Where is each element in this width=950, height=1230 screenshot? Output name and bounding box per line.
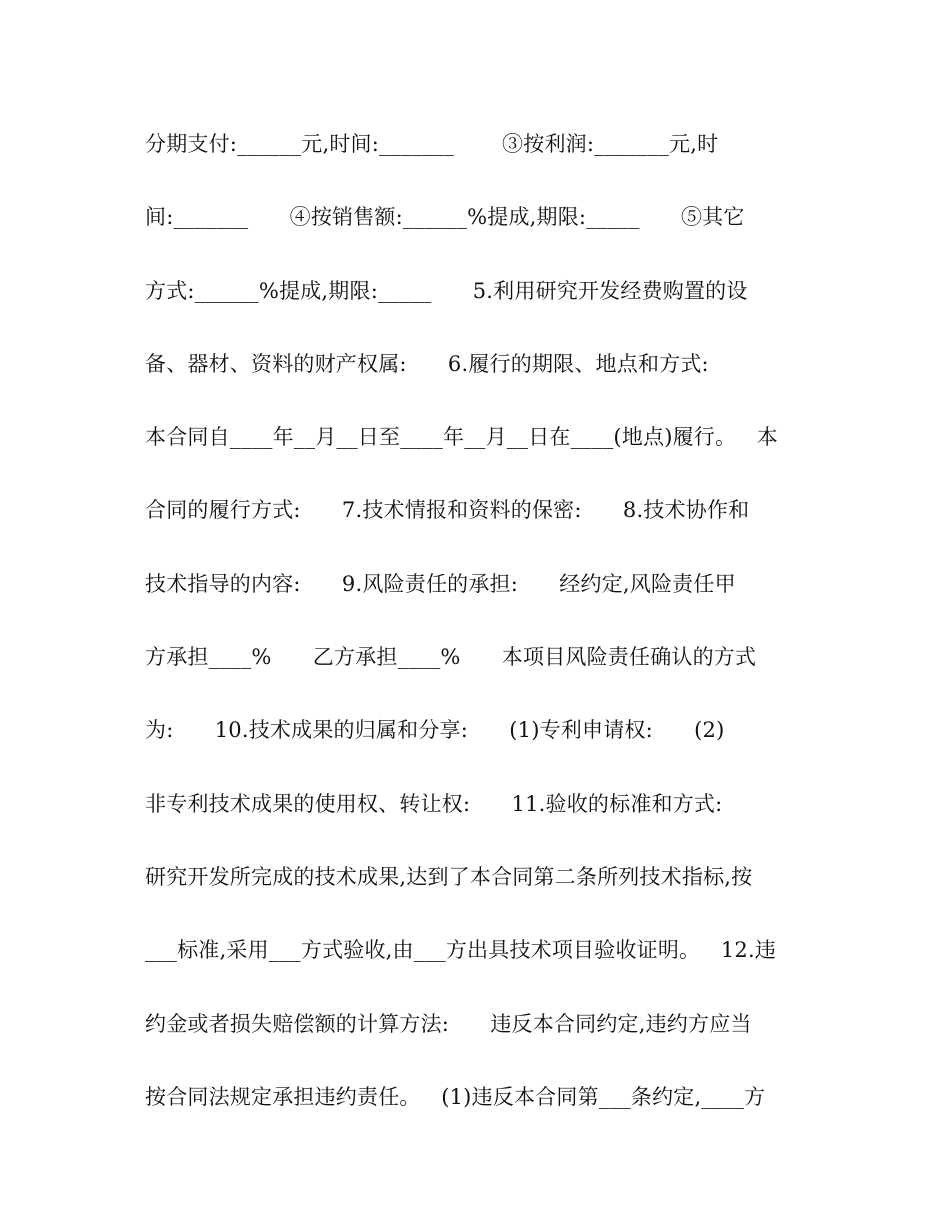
text-line-1: 分期支付:______元,时间:_______ ③按利润:_______元,时 (145, 132, 719, 156)
text-line-7: 技术指导的内容: 9.风险责任的承担: 经约定,风险责任甲 (145, 571, 736, 596)
text-line-14: 按合同法规定承担违约责任。 (1)违反本合同第___条约定,____方 (145, 1084, 766, 1109)
text-line-2: 间:_______ ④按销售额:______%提成,期限:_____ ⑤其它 (145, 205, 745, 230)
text-line-13: 约金或者损失赔偿额的计算方法: 违反本合同约定,违约方应当 (145, 1011, 752, 1036)
contract-body-text (145, 124, 810, 1150)
text-line-6: 合同的履行方式: 7.技术情报和资料的保密: 8.技术协作和 (145, 498, 750, 523)
text-line-5: 本合同自____年__月__日至____年__月__日在____(地点)履行。 本 (145, 425, 779, 450)
text-line-10: 非专利技术成果的使用权、转让权: 11.验收的标准和方式: (145, 791, 723, 816)
text-line-11: 研究开发所完成的技术成果,达到了本合同第二条所列技术指标,按 (145, 864, 753, 889)
text-line-12: ___标准,采用___方式验收,由___方出具技术项目验收证明。 12.违 (145, 938, 777, 963)
text-line-3: 方式:______%提成,期限:_____ 5.利用研究开发经费购置的设 (145, 278, 748, 303)
text-line-9: 为: 10.技术成果的归属和分享: (1)专利申请权: (2) (145, 718, 725, 743)
text-line-4: 备、器材、资料的财产权属: 6.履行的期限、地点和方式: (145, 351, 709, 376)
text-line-8: 方承担____% 乙方承担____% 本项目风险责任确认的方式 (145, 645, 757, 670)
